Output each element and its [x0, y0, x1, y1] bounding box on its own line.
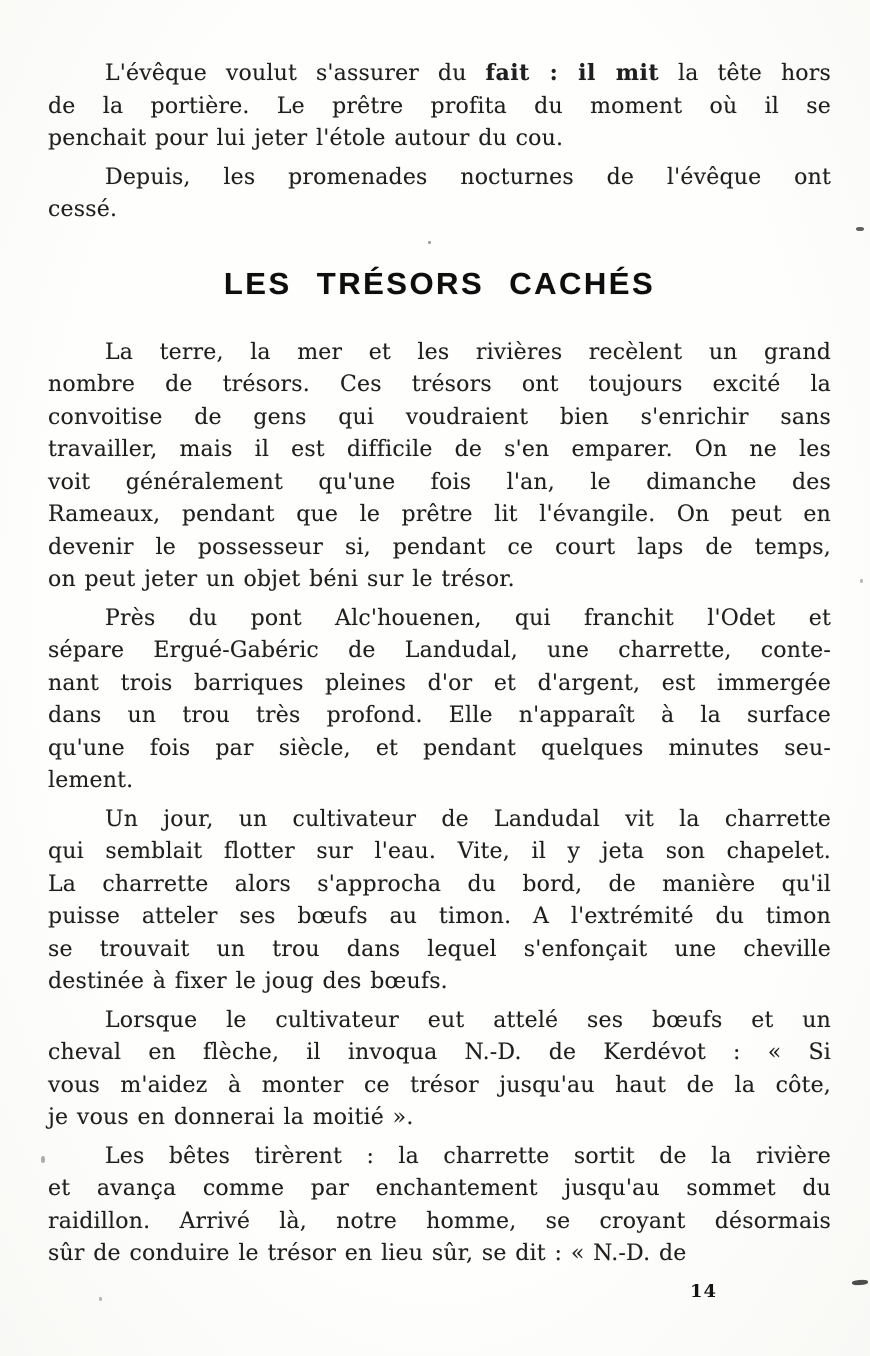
- ink-speck: [41, 1156, 45, 1163]
- text-line: lement.: [48, 768, 134, 793]
- paragraph: [48, 1141, 831, 1271]
- text-line: Lorsque le cultivateur eut attelé ses bœufs et un: [105, 1007, 831, 1033]
- text-line: sûr de conduire le trésor en lieu sûr, se dit : « N.-D. de: [48, 1241, 687, 1266]
- paragraph: [48, 1005, 831, 1135]
- text-line: puisse atteler ses bœufs au timon. A l'extrémité du timon: [48, 904, 831, 929]
- text-line: Depuis, les promenades nocturnes de l'évêque ont: [105, 164, 831, 190]
- text-line: cessé.: [48, 197, 118, 222]
- text-line: nant trois barriques pleines d'or et d'argent, est immergée: [48, 670, 831, 696]
- text-line: nombre de trésors. Ces trésors ont toujours excité la: [48, 372, 831, 397]
- text-line: dans un trou très profond. Elle n'apparaît à la surface: [48, 703, 831, 728]
- text-line: La terre, la mer et les rivières recèlent un grand: [105, 339, 831, 365]
- ink-speck: [99, 1297, 102, 1301]
- text-line: raidillon. Arrivé là, notre homme, se croyant désormais: [48, 1208, 831, 1234]
- text-line: convoitise de gens qui voudraient bien s'enrichir sans: [48, 404, 831, 430]
- text-line: L'évêque voulut s'assurer du fait : il mit la tête hors: [105, 60, 831, 86]
- text-line: on peut jeter un objet béni sur le trésor.: [48, 567, 515, 592]
- text-line: sépare Ergué-Gabéric de Landudal, une charrette, conte-: [48, 638, 831, 663]
- text-line: Les bêtes tirèrent : la charrette sortit de la rivière: [105, 1143, 831, 1169]
- text-line: se trouvait un trou dans lequel s'enfonçait une cheville: [48, 936, 831, 962]
- paragraph: [48, 57, 831, 156]
- text-line: cheval en flèche, il invoqua N.-D. de Kerdévot : « Si: [48, 1040, 831, 1065]
- text-line: de la portière. Le prêtre profita du moment où il se: [48, 93, 831, 119]
- paragraph: [48, 337, 831, 597]
- text-line: penchait pour lui jeter l'étole autour du cou.: [48, 126, 564, 151]
- text-line: Près du pont Alc'houenen, qui franchit l'Odet et: [105, 605, 831, 631]
- text-line: Rameaux, pendant que le prêtre lit l'évangile. On peut en: [48, 502, 831, 527]
- text-line: voit généralement qu'une fois l'an, le dimanche des: [48, 469, 831, 495]
- text-line: qui semblait flotter sur l'eau. Vite, il y jeta son chapelet.: [48, 839, 831, 864]
- text-line: devenir le possesseur si, pendant ce court laps de temps,: [48, 534, 831, 560]
- section-title: LES TRÉSORS CACHÉS: [223, 265, 656, 301]
- paragraph: [48, 804, 831, 999]
- text-line: je vous en donnerai la moitié ».: [48, 1105, 414, 1130]
- text-line: Un jour, un cultivateur de Landudal vit la charrette: [105, 806, 831, 832]
- ink-speck: [428, 241, 431, 244]
- text-line: destinée à fixer le joug des bœufs.: [48, 969, 448, 994]
- text-line: La charrette alors s'approcha du bord, de manière qu'il: [48, 871, 831, 897]
- paragraph: [48, 603, 831, 798]
- ink-speck: [860, 579, 863, 583]
- ink-speck: [852, 1279, 868, 1285]
- text-line: qu'une fois par siècle, et pendant quelques minutes seu-: [48, 735, 831, 761]
- page-number: 14: [690, 1281, 718, 1302]
- paragraph: [48, 162, 831, 227]
- text-column: [48, 57, 831, 1277]
- text-line: vous m'aidez à monter ce trésor jusqu'au haut de la côte,: [48, 1072, 831, 1098]
- text-line: travailler, mais il est difficile de s'en emparer. On ne les: [48, 437, 831, 462]
- text-line: et avança comme par enchantement jusqu'au sommet du: [48, 1176, 831, 1201]
- ink-speck: [856, 227, 864, 231]
